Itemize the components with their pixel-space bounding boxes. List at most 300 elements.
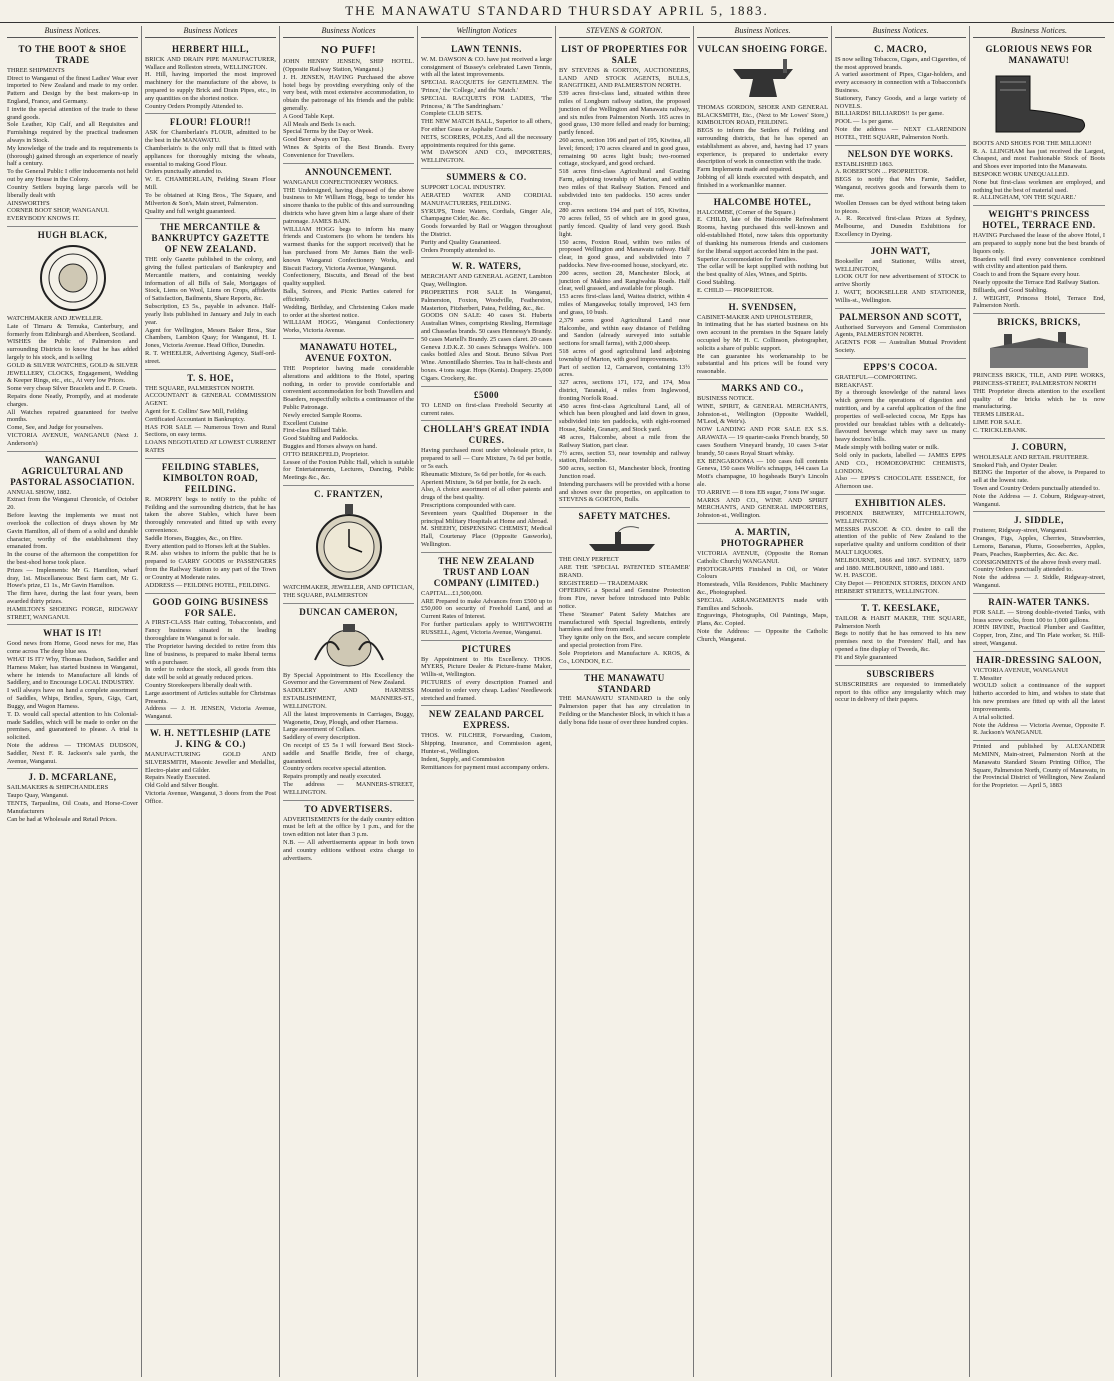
brickworks-illustration <box>984 330 1094 370</box>
advertisement-text: THE NEW MATCH BALL, Superior to all others, For either Grass or Asphalte Courts. <box>421 118 552 134</box>
advertisement-text: Good Stabling. <box>697 278 736 286</box>
advertisement-text: PROPERTIES FOR SALE In Wanganui, Palmerston, Foxton, Woodville, Featherston, Masterton, Fitzherbert, Patea, Feilding, &c., &c. <box>421 288 552 312</box>
advertisement-title: J. SIDDLE, <box>1014 515 1064 526</box>
advertisement-text: TENTS, Tarpaulins, Oil Coats, and Horse-Cover Manufacturers <box>7 800 138 815</box>
advertisement-text: LIME FOR SALE. <box>973 419 1022 427</box>
advertisement-title: SUMMERS & CO. <box>446 172 527 183</box>
advertisement-text: Note the Address — J. Coburn, Ridgway-street, Wanganui. <box>973 492 1105 508</box>
advertisement-text: Balls, Soirees, and Picnic Parties catered for efficiently. <box>283 288 414 303</box>
advertisement-title: NEW ZEALAND PARCEL EXPRESS. <box>428 709 545 731</box>
advertisement-text: THOS. W. FILCHER, Forwarding, Custom, Shipping, Insurance, and Commission agent, Hunter-st., Wellington. <box>421 732 552 755</box>
advertisement <box>7 41 138 227</box>
advertisement-text: Repairs Neatly Executed. <box>145 774 211 782</box>
advertisement-text: Prescriptions compounded with care. <box>421 501 516 509</box>
advertisement-title: FEILDING STABLES, KIMBOLTON ROAD, FEILDING. <box>161 461 260 494</box>
advertisement-title: THE MANAWATU STANDARD <box>584 672 665 694</box>
column-heading: Business Notices. <box>835 26 966 38</box>
advertisement-text: Billiards, and Good Stabling. <box>973 286 1048 294</box>
advertisement-text: ARE THE 'SPECIAL PATENTED STEAMER' BRAND. <box>559 563 690 579</box>
advertisement-text: Sold only in packets, labelled — JAMES EPPS AND CO., HOMOEOPATHIC CHEMISTS, LONDON. <box>835 451 966 475</box>
advertisement-text: Excellent Cuisine <box>283 419 329 427</box>
advertisement-text: J. WEIGHT, Princess Hotel, Terrace End, Palmerston North. <box>973 294 1105 310</box>
advertisement-text: TERMS LIBERAL. <box>973 411 1025 419</box>
advertisement-title: T. S. HOE, <box>187 372 234 383</box>
advertisement-text: By Special Appointment to His Excellency the Governor and the Government of New Zealand. <box>283 671 414 687</box>
advertisement-text: Saddlery of every description. <box>283 734 361 742</box>
advertisement-text: 539 acres first-class land, situated within three miles of Longburn railway station, the proposed junction of the Wellington and Manawatu railway, and six miles from Palmerston North. 165 acres in good grass, 130 more felled and ready for burning; partly fenced. <box>559 90 690 137</box>
advertisement-text: Can be had at Wholesale and Retail Prices. <box>7 815 117 823</box>
advertisement-text: Fit and Style guaranteed <box>835 653 898 661</box>
advertisement-text: R. MORPHY begs to notify to the public of Feilding and the surrounding districts, that he has taken the above Stables, which have been thoroughly renovated and fitted up with every convenience. <box>145 495 276 535</box>
advertisement-text: HAMILTON'S SHOEING FORGE, RIDGWAY STREET, WANGANUI. <box>7 605 138 621</box>
advertisement-text: WOULD solicit a continuance of the support hitherto accorded to him, and wishes to state that his new premises are fitted up with all the latest improvements. <box>973 682 1105 713</box>
advertisement <box>283 486 414 604</box>
advertisement-text: Also, A choice assortment of all other patents and drugs of the best quality. <box>421 486 552 502</box>
advertisement-text: R. T. WHEELER, Advertising Agency, Staff-ord-street. <box>145 349 276 365</box>
advertisement-text: 327 acres, sections 171, 172, and 174, Moa district, Taranaki, 4 miles from Inglewood, fronting Norfolk Road. <box>559 379 690 402</box>
advertisement-text: 153 acres first-class land, Waitea district, within 4 miles of Mangaweka; totally improved, 143 fern and grass, 10 bush. <box>559 293 690 316</box>
advertisement-text: THE MANAWATU STANDARD is the only Palmerston paper that has any circulation in Feilding or the Manchester Block, in which it has a daily bona fide issue of over three hundred copies. <box>559 695 690 726</box>
advertisement-title: LIST OF PROPERTIES FOR SALE <box>561 43 688 65</box>
advertisement <box>835 243 966 309</box>
advertisement <box>421 258 552 386</box>
advertisement-text: PICTURES of every description Framed and Mounted to order very cheap. Ladies' Needlework stretched and framed. <box>421 679 552 702</box>
advertisement <box>145 594 276 726</box>
column-5 <box>556 26 694 1377</box>
advertisement-text: I will always have on hand a complete assortment of Saddles, Whips, Bridles, Spurs, Gigs, Cart, Buggy, and Wagon Harness. <box>7 687 138 710</box>
advertisement-title: WHAT IS IT! <box>43 628 102 639</box>
advertisement <box>283 339 414 486</box>
advertisement-text: JOHN HENRY JENSEN, SHIP HOTEL. (Opposite Railway Station, Wanganui.) <box>283 58 414 73</box>
advertisement-text: WILLIAM HOGG begs to inform his many friends and Customers (to whom he tenders his warmest thanks for the support received) that he has purchased from Mr James Bain the well-known Wanganui Confectionery Works, and Biscuit Factory, Victoria Avenue, Wanganui. <box>283 225 414 272</box>
advertisement-text: R.M. also wishes to inform the public that he is prepared to CARRY GOODS or PASSENGERS from the Railway Station to any part of the Town or Country at Moderate rates. <box>145 550 276 581</box>
advertisement-title: BRICKS, BRICKS, <box>997 317 1081 328</box>
advertisement-title: TO THE BOOT & SHOE TRADE <box>18 43 127 65</box>
advertisement <box>697 380 828 524</box>
advertisement-text: Orders punctually attended to. <box>145 168 223 176</box>
advertisement-text: T. Messiter <box>973 674 1002 682</box>
advertisement-text: CORNER BOOT SHOP, WANGANUI. <box>7 207 109 215</box>
advertisement-text: Victoria Avenue, Wanganui, 3 doors from the Post Office. <box>145 790 276 805</box>
advertisement <box>421 169 552 258</box>
advertisement-title: WANGANUI AGRICULTURAL AND PASTORAL ASSOCIATION. <box>10 454 135 487</box>
advertisement-text: WHAT IS IT? Why, Thomas Dudson, Saddler and Harness Maker, has started business in Wanganui, where he intends to Manufacture all kinds of Saddlery, and to Encourage LOCAL INDUSTRY. <box>7 656 138 687</box>
advertisement-text: Address — J. H. JENSEN, Victoria Avenue, Wanganui. <box>145 705 276 721</box>
advertisement-text: MARKS AND CO., WINE AND SPIRIT MERCHANTS, AND GENERAL IMPORTERS, Johnston-st., Wellington. <box>697 496 828 520</box>
advertisement-text: BEGS to notify that Mrs Farnie, Saddler, Wanganui, receives goods and forwards them to me. <box>835 176 966 199</box>
masthead: THE MANAWATU STANDARD THURSDAY APRIL 5, 1883. <box>0 0 1114 23</box>
advertisement-text: Nearly opposite the Terrace End Railway Station. <box>973 279 1100 286</box>
advertisement-text: MESSRS PASCOE & CO. desire to call the attention of the public of New Zealand to the superlative quality and uniform condition of their MALT LIQUORS. <box>835 525 966 556</box>
advertisement-text: Note the address — THOMAS DUDSON, Saddler, Next F. R. Jackson's sale yards, the Avenue, Wanganui. <box>7 741 138 765</box>
advertisement-title: EXHIBITION ALES. <box>854 497 947 508</box>
advertisement-text: AERATED WATER AND CORDIAL MANUFACTURERS, FEILDING. <box>421 191 552 207</box>
advertisement-text: Authorised Surveyors and General Commission Agents, PALMERSTON NORTH. <box>835 323 966 339</box>
advertisement-title: FLOUR! FLOUR!! <box>169 117 252 128</box>
advertisement-text: Woollen Dresses can be dyed without being taken to pieces. <box>835 199 966 215</box>
column-heading: Business Notices. <box>697 26 828 38</box>
advertisement-text: A varied assortment of Pipes, Cigar-holders, and every accessory in connection with a Tobacconist's Business. <box>835 71 966 94</box>
advertisement-text: Country Orders Promptly Attended to. <box>145 102 244 110</box>
advertisement-text: Also — EPPS'S CHOCOLATE ESSENCE, for Afternoon use. <box>835 475 966 491</box>
advertisement-text: WHOLESALE AND RETAIL FRUITERER. <box>973 453 1089 461</box>
advertisement-text: LOANS NEGOTIATED AT LOWEST CURRENT RATES <box>145 439 276 455</box>
advertisement-text: SADDLERY AND HARNESS ESTABLISHMENT, MANNERS-ST., WELLINGTON. <box>283 687 414 710</box>
advertisement-text: PHOTOGRAPHS Finished in Oil, or Water Colours <box>697 565 828 581</box>
advertisement-title: T. T. KEESLAKE, <box>861 602 940 613</box>
advertisement-text: Subscription, £3 5s., payable in advance. Half-yearly lists published in January and July in each year. <box>145 303 276 326</box>
advertisement-text: Country orders receive special attention. <box>283 765 387 773</box>
advertisement-text: 450 acres first-class Agricultural Land, all of which has been ploughed and laid down in grass, subdivided into ten paddocks, with eight-roomed House, Stable, Granary, and Stock yard. <box>559 402 690 434</box>
column-heading: Business Notices <box>283 26 414 38</box>
advertisement-text: SUBSCRIBERS are requested to immediately report to this office any irregularity which may occur in delivery of their papers. <box>835 680 966 704</box>
advertisement-title: TO ADVERTISERS. <box>304 803 393 814</box>
advertisement-title: GLORIOUS NEWS FOR MANAWATU! <box>985 43 1093 65</box>
advertisement <box>973 652 1105 741</box>
advertisement-text: To the General Public I offer inducements not held out by any House in the Colony. <box>7 168 138 184</box>
advertisement-text: Note the address — NEXT CLARENDON HOTEL, THE SQUARE, Palmerston North. <box>835 126 966 141</box>
advertisement-text: THE Proprietor having made considerable alterations and additions to the Hotel, sparing nothing, in order to provide comfortable and convenient accommodation for both Travellers and Boarders, respectfully solicits a continuance of the Public Patronage. <box>283 364 414 411</box>
advertisement <box>697 41 828 194</box>
advertisement-text: BESPOKE WORK UNEQUALLED. <box>973 170 1069 178</box>
anvil-illustration <box>723 57 803 102</box>
column-6 <box>694 26 832 1377</box>
advertisement-text: M. SHEEHY, DISPENSING CHEMIST, Medical Hall, Courtenay Place (Opposite Gasworks), Wellington. <box>421 525 552 548</box>
advertisement-text: H. Hill, having imported the most improved machinery for the manufacture of the above, is prepared to supply Brick and Drain Pipes, etc., in any quantities on the shortest notice. <box>145 71 276 102</box>
advertisement-text: Bookseller and Stationer, Willis street, WELLINGTON, <box>835 257 966 273</box>
advertisement-text: HAS FOR SALE — Numerous Town and Rural Sections, on easy terms. <box>145 423 276 439</box>
advertisement-text: Taupo Quay, Wanganui. <box>7 792 69 800</box>
advertisement-text: Chamberlain's is the only mill that is fitted with appliances for thoroughly mixing the wheats, essential to making Good Flour. <box>145 145 276 168</box>
advertisement-text: For further particulars apply to WHITWORTH RUSSELL, Agent, Victoria Avenue, Wanganui. <box>421 620 552 636</box>
advertisement-text: Note the Address: — Opposite the Catholic Church, Wanganui. <box>697 628 828 643</box>
advertisement-text: ACCOUNTANT & GENERAL COMMISSION AGENT. <box>145 392 276 408</box>
advertisement-text: In order to reduce the stock, all goods from this date will be sold at greatly reduced prices. <box>145 666 276 682</box>
advertisement-text: Good news from Home, Good news for me, Has come across The deep blue sea. <box>7 640 138 656</box>
advertisement-text: Fruiterer, Ridgway-street, Wanganui. <box>973 527 1068 535</box>
advertisement-title: A. MARTIN, PHOTOGRAPHER <box>720 527 805 548</box>
advertisement-title: HALCOMBE HOTEL, <box>713 196 812 207</box>
advertisement-text: A trial solicited. <box>973 713 1014 721</box>
advertisement-text: Come, See, and Judge for yourselves. <box>7 424 104 432</box>
advertisement-text: ADDRESS — FEILDING HOTEL, FEILDING. <box>145 581 270 589</box>
column-7 <box>832 26 970 1377</box>
advertisement-text: Agent for Wellington, Messrs Baker Bros., Star Chambers, Lambton Quay; for Wanganui, H. I. Jones, Victoria Avenue. Head Office, Dunedin. <box>145 326 276 350</box>
advertisement <box>973 512 1105 593</box>
advertisement-text: Town and Country Orders punctually attended to. <box>973 484 1100 492</box>
advertisement-text: TO LEND on first-class Freehold Security at current rates. <box>421 401 552 417</box>
advertisement-text: On receipt of £5 5s I will forward Best Stock-saddle and Snaffle Bridle, free of charge, guaranteed. <box>283 741 414 765</box>
advertisement-text: Remittances for payment must accompany orders. <box>421 763 550 771</box>
advertisement-text: All Meals and Beds 1s each. <box>283 120 356 128</box>
advertisement-title: DUNCAN CAMERON, <box>299 606 398 617</box>
advertisement-text: E. CHILD — PROPRIETOR. <box>697 286 774 294</box>
advertisement-text: WILLIAM HOGG, Wanganui Confectionery Works, Victoria Avenue. <box>283 319 414 335</box>
advertisement <box>145 725 276 809</box>
advertisement-text: E. CHILD, late of the Halcombe Refreshment Rooms, having purchased this well-known and old-established Hotel, now takes this opportunity of thanking his numerous friends and customers for the liberal support accorded him in the past. <box>697 216 828 255</box>
advertisement-text: N.B. — All advertisements appear in both town and country editions without extra charge to advertisers. <box>283 839 414 862</box>
advertisement-text: BUSINESS NOTICE. <box>697 395 754 402</box>
advertisement-text: Special Terms by the Day or Week. <box>283 128 374 136</box>
advertisement <box>835 146 966 243</box>
advertisement-text: Quality and full weight guaranteed. <box>145 207 236 215</box>
advertisement-text: 518 acres of good agricultural land adjoining township of Marton, with good improvements. <box>559 347 690 363</box>
advertisement <box>421 387 552 422</box>
advertisement-title: SAFETY MATCHES. <box>578 511 671 522</box>
advertisement-text: BOOTS AND SHOES FOR THE MILLION!! <box>973 139 1092 147</box>
advertisement-text: Newly erected Sample Rooms. <box>283 411 363 419</box>
advertisement-text: Note the address — J. Siddle, Ridgway-street, Wanganui. <box>973 574 1105 590</box>
advertisement-text: Jobbing of all kinds executed with despatch, and finished in a workmanlike manner. <box>697 174 828 189</box>
advertisement-title: LAWN TENNIS. <box>451 43 522 54</box>
advertisement <box>835 309 966 359</box>
advertisement-text: AINSWORTH'S <box>7 199 50 207</box>
advertisement-text: GOLD & SILVER WATCHES, GOLD & SILVER JEWELLERY, CLOCKS, Engagement, Wedding & Keeper Rings, etc., etc., At very low Prices. <box>7 361 138 385</box>
advertisement <box>421 706 552 774</box>
watch-seal-illustration <box>38 243 108 313</box>
advertisement-text: EX BENGAROOMA — 100 cases full contents Geneva, 150 cases Wolfe's schnapps, 144 cases La Mott's champagne, 10 hogsheads Bury's Lincoln ale. <box>697 457 828 488</box>
advertisement-title: C. MACRO, <box>874 43 927 54</box>
advertisement-text: WM DAWSON AND CO., IMPORTERS, WELLINGTON. <box>421 149 552 165</box>
advertisement-text: The firm have, during the last four years, been awarded thirty prizes. <box>7 590 138 605</box>
advertisement-text: BREAKFAST. <box>835 381 873 389</box>
advertisement-text: W. E. CHAMBERLAIN, Feilding Steam Flour Mill. <box>145 176 276 192</box>
advertisement-text: WANGANUI CONFECTIONERY WORKS. <box>283 178 399 186</box>
column-4 <box>418 26 556 1377</box>
advertisement-text: First-class Billiard Table. <box>283 427 348 435</box>
advertisement-text: C. TRICKLEBANK. <box>973 426 1028 434</box>
advertisement-text: The Proprietor having decided to retire from this line of business, is prepared to make liberal terms with a purchaser. <box>145 642 276 666</box>
advertisement-text: My knowledge of the trade and its requirements is (thorough) gained through an experience of nearly half a century. <box>7 144 138 168</box>
advertisement-text: Superior Accommodation for Families. <box>697 255 798 263</box>
advertisement-title: J. D. MCFARLANE, <box>28 772 117 783</box>
advertisement-text: MANUFACTURING GOLD AND SILVERSMITH, Masonic Jeweller and Medallist, Electro-plater and Gilder. <box>145 750 276 774</box>
advertisement-text: 500 acres, section 61, Manchester block, fronting Junction road. <box>559 465 690 480</box>
advertisement <box>145 219 276 369</box>
advertisement-text: SYRUPS, Tonic Waters, Cordials, Ginger Ale, Champagne Cider, &c. &c. <box>421 207 552 223</box>
advertisement-text: THE ONLY PERFECT <box>559 556 619 564</box>
advertisement <box>835 41 966 146</box>
advertisement <box>559 508 690 669</box>
advertisement-text: 7½ acres, section 53, near township and railway station, Halcombe. <box>559 449 690 465</box>
column-heading: Wellington Notices <box>421 26 552 38</box>
advertisement-text: Sole Proprietors and Manufacture A. KROS, & Co., LONDON, E.C. <box>559 649 690 665</box>
advertisement <box>973 41 1105 206</box>
advertisement-title: W. H. NETTLESHIP (LATE J. KING & CO.) <box>149 728 272 749</box>
advertisement <box>559 41 690 508</box>
advertisement-text: GOODS ON SALE: 40 cases St. Huberts Australian Wines, comprising Riesling, Hermitage and Chasselas brands. 50 cases Hennessy's Brandy. 50 cases Martell's Brandy. 25 cases claret. 20 cases Geneva J.D.K.Z. 30 cases Schnapps Wolfe's. 100 casks bottled Ales and Stout. Bruno Silvas Port Wine. Amontillado Sherries. Tea in half-chests and boxes. 4 tons sugar. Hops (Kents). Drapery. 25,000 Cigars. Crockery, &c. <box>421 312 553 382</box>
advertisement-text: A FIRST-CLASS Hair cutting, Tobacconists, and Fancy business situated in the leading thoroughfare in Wanganui is for sale. <box>145 619 276 643</box>
advertisement-text: Prizes — Implements: Mr G. Hamilton, wharf dray, 1st. Miscellaneous: Best farm cart, Mr G. Howe's prize, £1 1s., Mr Gavin Hamilton. <box>7 566 138 590</box>
advertisement <box>145 370 276 459</box>
advertisement-text: Oranges, Figs, Apples, Cherries, Strawberries, Lemons, Bananas, Plums, Gooseberries, Apples, Pears, Peaches, Raspberries, &c. &c. &c. <box>973 535 1105 558</box>
advertisement-text: FOR SALE. — Strong double-riveted Tanks, with brass screw cocks, from 100 to 1,000 gallons. <box>973 608 1105 624</box>
advertisement-title: H. SVENDSEN, <box>728 301 797 312</box>
advertisement-text: THE Undersigned, having disposed of the above business to Mr William Hogg, begs to tender his sincere thanks to the public of this and surrounding districts who have given him a large share of their patronage. JAMES BAIN. <box>283 186 414 225</box>
advertisement-text: THE only Gazette published in the colony, and giving the fullest particulars of Bankruptcy and Mercantile matters, and containing weekly information of all Bills of Sale, Mortgages of Stock, Liens on Wool, Liens on Crops, affidavits of Satisfaction, Bailments, Share Reports, &c. <box>145 256 276 303</box>
advertisement-text: Aperient Mixture, 3s 6d per bottle, for 2s each. <box>421 478 542 486</box>
advertisement-text: Buggies and Horses always on hand. <box>283 443 378 450</box>
advertisement <box>7 769 138 826</box>
advertisement-text: BY STEVENS & GORTON, AUCTIONEERS, LAND AND STOCK AGENTS, BULLS, RANGITIKEI, AND PALMERSTON NORTH. <box>559 66 690 90</box>
advertisement-title: £5000 <box>474 389 499 400</box>
advertisement-title: EPPS'S COCOA. <box>863 361 938 372</box>
advertisement-title: C. FRANTZEN, <box>314 489 383 500</box>
advertisement-text: WINE, SPIRIT, & GENERAL MERCHANTS, Johnston-st., Wellington (Opposite Waddell, M'Leod, & Weir's). <box>697 402 828 426</box>
advertisement-text: Intending purchasers will be provided with a horse and shown over the properties, on application to STEVENS & GORTON, Bulls. <box>559 480 690 504</box>
column-heading: Business Notices. <box>973 26 1105 38</box>
advertisement-text: None but first-class workmen are employed, and nothing but the best of material used. <box>973 178 1105 194</box>
advertisement-title: PICTURES <box>461 643 512 654</box>
advertisement-text: GRATEFUL—COMFORTING. <box>835 373 918 381</box>
advertisement-text: EVERYBODY KNOWS IT. <box>7 215 80 223</box>
advertisement <box>835 600 966 666</box>
advertisement-text: Boarders will find every convenience combined with civility and attention paid them. <box>973 255 1105 271</box>
advertisement-title: J. COBURN, <box>1011 441 1067 452</box>
advertisement <box>973 439 1105 513</box>
advertisement-text: Made simply with boiling water or milk. <box>835 444 939 452</box>
advertisement-text: Seventeen years Qualified Dispenser in the principal Military Hospitals at Home and Abroad. <box>421 509 552 525</box>
advertisement-text: Before leaving the implements we must not overlook the collection of drays shown by Mr Gavin Hamilton, all of them of a solid and durable character, worthy of the establishment they emanated from. <box>7 512 138 551</box>
advertisement-text: Lessee of the Foxton Public Hall, which is suitable for Entertainments, Lectures, Dancing, Public Meetings &c., &c. <box>283 458 414 482</box>
advertisement-text: 518 acres first-class Agricultural and Grazing Farm, adjoining township of Marton, and within two miles of that Railway Station. Fenced and subdivided into ten paddocks. 150 acres under crop. <box>559 168 690 207</box>
advertisement-text: HALCOMBE, (Corner of the Square.) <box>697 208 796 216</box>
advertisement-text: Country Orders punctually attended to. <box>973 566 1073 574</box>
advertisement-text: THOMAS GORDON, SHOER AND GENERAL BLACKSMITH, Etc., (Next to Mr Lowes' Store,) KIMBOLTON ROAD, FEILDING. <box>697 103 828 127</box>
advertisement-text: SAILMAKERS & SHIPCHANDLERS <box>7 784 109 792</box>
advertisement-title: WEIGHT'S PRINCESS HOTEL, TERRACE END. <box>982 209 1096 231</box>
advertisement-text: WISHES the Public of Palmerston and surrounding Districts to know that he has added largely to his stock, and is selling <box>7 338 138 361</box>
advertisement-text: W. M. DAWSON & CO. have just received a large consignment of Bussey's celebrated Lawn Tennis, with all the latest improvements. <box>421 55 552 79</box>
advertisement-text: Homesteads, Villa Residences, Public Machinery &c., Photographed. <box>697 581 828 596</box>
advertisement-text: THREE SHIPMENTS <box>7 66 65 74</box>
advertisement-text: Confectionery, Biscuits, and Bread of the best quality supplied. <box>283 272 414 288</box>
advertisement <box>283 41 414 164</box>
advertisement-text: Having purchased most under wholesale price, is prepared to sell — Cure Mixture, 7s 6d per bottle, or 5s each. <box>421 447 552 470</box>
advertisement-text: SPECIAL RACQUETS FOR LADIES, 'The Princess,' & 'The Sandringham.' <box>421 94 552 110</box>
watch-illustration <box>314 502 384 582</box>
advertisement-text: TO ARRIVE — 8 tons EB sugar, 7 tons IW sugar. <box>697 488 826 496</box>
advertisement <box>7 625 138 769</box>
advertisement <box>145 459 276 594</box>
advertisement-text: Late of Timaru & Temuka, Canterbury, and formerly from Edinburgh and Aberdeen, Scotland. <box>7 322 138 338</box>
advertisement-text: ADVERTISEMENTS for the daily country edition must be left at the office by 1 p.m., and for the town edition not later than 3 p.m. <box>283 815 414 839</box>
advertisement-text: MERCHANT AND GENERAL AGENT, Lambton Quay, Wellington. <box>421 273 552 289</box>
advertisement-text: Agent for E. Collins' Saw Mill, Feilding <box>145 408 248 415</box>
advertisement-text: A Good Table Kept. <box>283 112 335 120</box>
advertisement-text: 150 acres, Foxton Road, within two miles of proposed Wellington and Manawatu railway. Half clear, in good grass, and subdivided into 7 paddocks. New five-roomed house, stockyard, etc. <box>559 238 690 269</box>
advertisement-text: Coach to and from the Square every hour. <box>973 271 1080 279</box>
advertisement-text: OTTO BERKEFELD, Proprietor. <box>283 450 369 458</box>
advertisement-title: MANAWATU HOTEL, AVENUE FOXTON. <box>299 341 398 363</box>
advertisement-text: R. A. LLINGHAM has just received the Largest, Cheapest, and most Fashionable Stock of Boots and Shoes ever imported into the Manawatu. <box>973 147 1105 171</box>
advertisement-text: 260 acres, section 196 and part of 195, Kiwitea, all level; fenced; 170 acres cleared and in good grass, remaining 90 acres light bush; two-roomed cottage, stockyard, and good orchard. <box>559 137 690 168</box>
advertisement-text: A. R. Received first-class Prizes at Sydney, Melbourne, and Dunedin Exhibitions for Excellency in Dyeing. <box>835 215 966 238</box>
advertisement-text: Sole Leather, Kip Calf, and all Requisites and Furnishings required by the practical tradesmen always in Stock. <box>7 121 138 144</box>
advertisement-text: NOW LANDING AND FOR SALE EX S.S. ARAWATA — 19 quarter-casks French brandy, 50 cases Southern Vineyard brandy, 10 cases 3-star brandy, 50 cases Royal Stuart whisky. <box>697 426 828 457</box>
advertisement-text: Extract from the Wanganui Chronicle, of October 20. <box>7 496 138 512</box>
advertisement-text: NETS, SCORERS, POLES, And all the necessary appointments required for this game. <box>421 133 552 149</box>
column-heading: STEVENS & GORTON. <box>559 26 690 38</box>
advertisement-text: Old Gold and Silver Bought. <box>145 782 219 790</box>
advertisement-text: Large assortment of Collars. <box>283 726 356 734</box>
advertisement-text: Indent, Supply, and Commission <box>421 755 505 763</box>
advertisement-text: Note the Address — Victoria Avenue, Opposite F. R. Jackson's WANGANUI. <box>973 721 1105 737</box>
advertisement-text: CONSIGNMENTS of the above fresh every mail. <box>973 558 1101 566</box>
advertisement <box>7 227 138 452</box>
advertisement-text: Repairs done Neatly, Promptly, and at moderate charges. <box>7 393 138 408</box>
advertisement-text: Goods forwarded by Rail or Waggon throughout the District. <box>421 223 552 238</box>
advertisement-text: Orders Promptly attended to. <box>421 246 496 254</box>
advertisement-text: Saddle Horses, Buggies, &c., on Hire. <box>145 534 243 542</box>
advertisement <box>283 604 414 801</box>
advertisement-text: Good Beer always on Tap. <box>283 136 351 144</box>
advertisement-text: Good Stabling and Paddocks. <box>283 435 359 443</box>
advertisement-title: HAIR-DRESSING SALOON, <box>976 654 1102 665</box>
advertisement-title: THE MERCANTILE & BANKRUPTCY GAZETTE OF NEW ZEALAND. <box>151 222 270 255</box>
advertisement-text: He can guarantee his workmanship to be substantial and his prices will be found very reasonable. <box>697 352 828 376</box>
advertisement-text: In the course of the afternoon the competition for the best-shod horse took place. <box>7 551 138 566</box>
advertisement-title: HUGH BLACK, <box>37 229 108 240</box>
advertisement-text: All the latest improvements in Carriages, Buggy, Wagonette, Dray, Plough, and other Harness. <box>283 710 414 726</box>
advertisement-text: Begs to notify that he has removed to his new premises next to the Foresters' Hall, and has opened a fine display of Tweeds, &c. <box>835 630 966 654</box>
advertisement-text: BEING the Importer of the above, is Prepared to sell at the lowest rate. <box>973 469 1105 485</box>
advertisement-title: CHOLLAH'S GREAT INDIA CURES. <box>423 424 550 446</box>
advertisement-text: REGISTERED — TRADEMARK <box>559 579 648 587</box>
advertisement-title: GOOD GOING BUSINESS FOR SALE. <box>152 596 269 618</box>
advertisement <box>835 359 966 495</box>
advertisement-text: The cellar will be kept supplied with nothing but the best quality of Ales, Wines, and Spirits. <box>697 263 828 279</box>
advertisement-text: Large assortment of Articles suitable for Christmas Presents. <box>145 689 276 705</box>
advertisement-text: Engravings, Photographs, Oil Paintings, Maps, Plans, &c. Copied. <box>697 612 828 628</box>
column-8 <box>970 26 1108 1377</box>
column-heading: Business Notices. <box>7 26 138 38</box>
advertisement-title: RAIN-WATER TANKS. <box>988 596 1090 607</box>
advertisement-text: Printed and published by ALEXANDER McMINN, Main-street, Palmerston North at the Manawatu Standard Steam Printing Office, The Square, Palmerston North, County of Manawatu, in the Provincial District of Wellington, New Zealand for the Proprietor. — April 5, 1883 <box>973 743 1105 790</box>
advertisement <box>697 194 828 299</box>
advertisement-title: MARKS AND CO., <box>721 383 804 394</box>
newspaper-columns <box>4 26 1110 1377</box>
advertisement-title: PALMERSON AND SCOTT, <box>839 311 962 322</box>
advertisement-text: THE SQUARE, PALMERSTON NORTH. <box>145 384 255 392</box>
advertisement-text: ASK for Chamberlain's FLOUR, admitted to be the best in the MANAWATU. <box>145 129 276 145</box>
advertisement-text: 200 acres, section 28, Manchester Block, at junction of Makino and Rangiwahia Roads. Half clear, well grassed, and available for plough. <box>559 269 690 293</box>
advertisement-text: Certificated Accountant in Bankruptcy. <box>145 415 246 423</box>
advertisement <box>145 41 276 115</box>
advertisement-text: Smoked Fish, and Oyster Dealer. <box>973 461 1058 469</box>
advertisement-title: NELSON DYE WORKS. <box>847 148 954 159</box>
advertisement-text: WATCHMAKER, JEWELLER, AND OPTICIAN, THE SQUARE, PALMERSTON <box>283 584 414 599</box>
advertisement-text: The address — MANNERS-STREET, WELLINGTON. <box>283 781 414 796</box>
advertisement-text: MELBOURNE, 1866 and 1867. SYDNEY, 1879 and 1880. MELBOURNE, 1880 and 1881. <box>835 556 966 572</box>
advertisement <box>421 553 552 641</box>
column-1 <box>4 26 142 1377</box>
advertisement-text: HAVING Purchased the lease of the above Hotel, I am prepared to supply none but the best brands of liquors only. <box>973 232 1105 255</box>
advertisement <box>283 164 414 339</box>
crest-illustration <box>309 620 389 670</box>
advertisement-text: OFFERING a Special and Genuine Protection from Fire, never before introduced into Public notice. <box>559 587 690 611</box>
advertisement <box>697 524 828 647</box>
advertisement-text: ANNUAL SHOW, 1882. <box>7 488 72 496</box>
advertisement-text: BILLIARDS! BILLIARDS!! 1s per game. <box>835 110 944 118</box>
advertisement <box>421 421 552 553</box>
advertisement-text: VICTORIA AVENUE, WANGANUI <box>973 666 1068 674</box>
advertisement-title: W. R. WATERS, <box>451 261 522 272</box>
advertisement-text: BEGS to inform the Settlers of Feilding and surrounding districts, that he has opened an establishment as above, and, having had 17 years experience, is prepared to undertake every description of work in connection with the trade. <box>697 127 828 166</box>
advertisement-text: W. H. PASCOE. <box>835 572 877 580</box>
advertisement <box>697 299 828 380</box>
advertisement-text: Stationery, Fancy Goods, and a large variety of NOVELS. <box>835 94 966 110</box>
